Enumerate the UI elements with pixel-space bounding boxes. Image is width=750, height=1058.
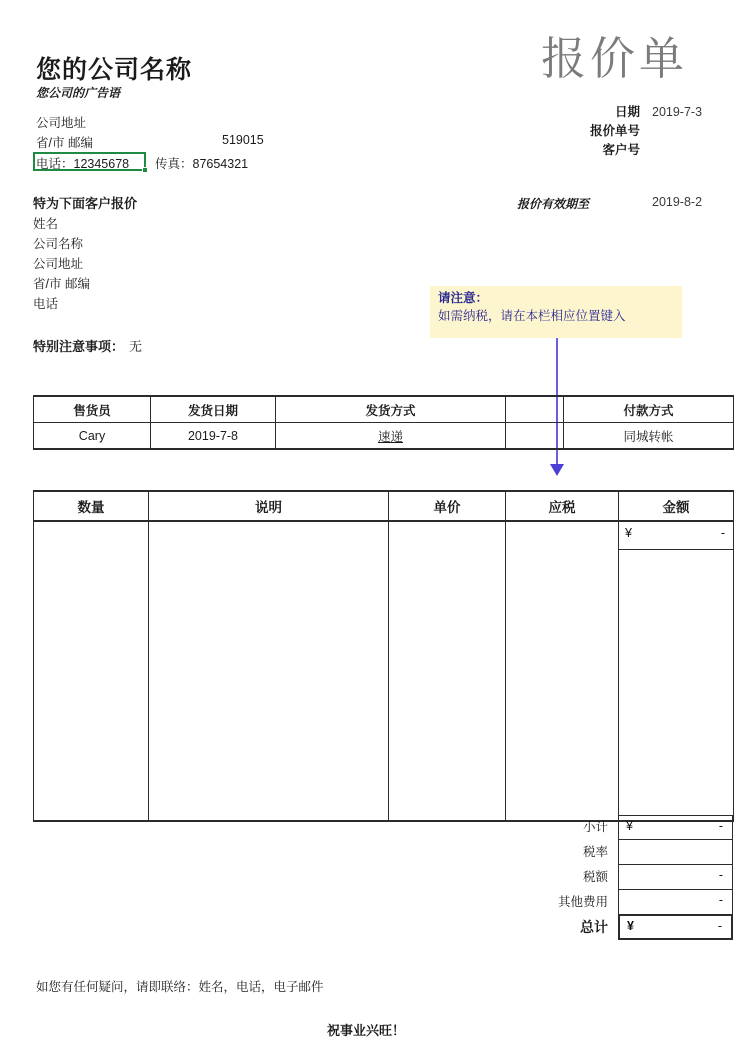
page-title: 报价单 bbox=[540, 33, 688, 84]
callout-arrow-head-icon bbox=[550, 464, 564, 476]
header-spacer bbox=[506, 396, 564, 423]
totals-label-tax-rate: 税率 bbox=[582, 845, 608, 859]
validity-value[interactable]: 2019-8-2 bbox=[652, 195, 703, 209]
totals-row-grand-total bbox=[490, 915, 733, 940]
header-taxable: 应税 bbox=[506, 491, 619, 521]
bill-to-address[interactable]: 公司地址 bbox=[33, 257, 84, 271]
totals-row-other-fees bbox=[490, 890, 733, 915]
header-description: 说明 bbox=[149, 491, 389, 521]
cell-fill-handle[interactable] bbox=[142, 167, 148, 173]
totals-section bbox=[490, 815, 733, 940]
meta-labels bbox=[590, 103, 640, 160]
tax-callout-title: 请注意： bbox=[438, 291, 489, 305]
totals-row-tax-rate bbox=[490, 840, 733, 865]
totals-value-other-fees[interactable] bbox=[618, 890, 733, 915]
line-items-table bbox=[33, 490, 734, 822]
validity-label: 报价有效期至 bbox=[517, 197, 590, 211]
cell-salesperson[interactable]: Cary bbox=[34, 423, 151, 450]
amount-row-divider bbox=[619, 549, 733, 550]
amount-currency: ¥ bbox=[625, 526, 632, 540]
header-unit-price: 单价 bbox=[389, 491, 506, 521]
totals-row-tax-amount bbox=[490, 865, 733, 890]
tax-amount-amount: - bbox=[718, 868, 723, 882]
subtotal-currency: ¥ bbox=[626, 819, 633, 833]
cell-spacer[interactable] bbox=[506, 423, 564, 450]
header-ship-method: 发货方式 bbox=[276, 396, 506, 423]
header-payment-method: 付款方式 bbox=[564, 396, 734, 423]
subtotal-amount: - bbox=[718, 819, 723, 833]
tax-callout bbox=[430, 286, 682, 338]
table-header-row bbox=[34, 491, 734, 521]
cell-description[interactable] bbox=[149, 521, 389, 821]
company-phone[interactable]: 电话：12345678 bbox=[36, 157, 130, 171]
bill-to-name[interactable]: 姓名 bbox=[33, 217, 59, 231]
totals-value-tax-amount[interactable] bbox=[618, 865, 733, 890]
bill-to-company[interactable]: 公司名称 bbox=[33, 237, 84, 251]
company-address: 公司地址 bbox=[36, 116, 87, 130]
cell-taxable[interactable] bbox=[506, 521, 619, 821]
header-ship-date: 发货日期 bbox=[151, 396, 276, 423]
totals-label-tax-amount: 税额 bbox=[582, 870, 608, 884]
totals-value-grand-total[interactable] bbox=[618, 915, 733, 940]
company-region-line: 省/市 邮编 bbox=[36, 136, 93, 150]
meta-label-customer-no: 客户号 bbox=[602, 143, 640, 157]
cell-unit-price[interactable] bbox=[389, 521, 506, 821]
totals-label-other-fees: 其他费用 bbox=[557, 895, 608, 909]
grand-total-currency: ¥ bbox=[627, 919, 634, 933]
footer-closing: 祝事业兴旺！ bbox=[327, 1023, 406, 1038]
bill-to-phone[interactable]: 电话 bbox=[33, 297, 59, 311]
special-note-value[interactable]: 无 bbox=[129, 339, 143, 354]
shipping-info-table bbox=[33, 395, 734, 450]
company-name: 您的公司名称 bbox=[36, 56, 193, 84]
header-quantity: 数量 bbox=[34, 491, 149, 521]
company-postcode: 519015 bbox=[222, 133, 264, 147]
company-fax: 传真：87654321 bbox=[155, 157, 249, 171]
header-salesperson: 售货员 bbox=[34, 396, 151, 423]
totals-value-tax-rate[interactable] bbox=[618, 840, 733, 865]
table-header-row bbox=[34, 396, 734, 423]
bill-to-region[interactable]: 省/市 邮编 bbox=[33, 277, 90, 291]
cell-ship-method[interactable] bbox=[276, 423, 506, 450]
table-row bbox=[34, 423, 734, 450]
amount-first-row bbox=[619, 522, 733, 820]
footer-contact: 如您有任何疑问，请即联络：姓名，电话，电子邮件 bbox=[36, 980, 324, 994]
special-note-label: 特别注意事项： bbox=[33, 339, 125, 354]
other-fees-amount: - bbox=[718, 893, 723, 907]
tax-callout-body: 如需纳税，请在本栏相应位置键入 bbox=[438, 309, 626, 323]
cell-payment-method[interactable]: 同城转帐 bbox=[564, 423, 734, 450]
totals-row-subtotal bbox=[490, 815, 733, 840]
grand-total-amount: - bbox=[717, 919, 722, 933]
cell-ship-date[interactable]: 2019-7-8 bbox=[151, 423, 276, 450]
header-amount: 金额 bbox=[619, 491, 734, 521]
ship-method-value[interactable]: 速递 bbox=[377, 429, 403, 444]
meta-value-date[interactable]: 2019-7-3 bbox=[652, 105, 703, 119]
company-slogan: 您公司的广告语 bbox=[36, 86, 121, 100]
table-row bbox=[34, 521, 734, 821]
special-note bbox=[33, 336, 142, 355]
totals-label-subtotal: 小计 bbox=[582, 820, 608, 834]
totals-value-subtotal[interactable] bbox=[618, 815, 733, 840]
cell-quantity[interactable] bbox=[34, 521, 149, 821]
bill-to-title: 特为下面客户报价 bbox=[33, 196, 138, 211]
totals-label-grand-total: 总计 bbox=[580, 919, 608, 935]
amount-value: - bbox=[720, 526, 725, 540]
cell-amount[interactable] bbox=[619, 521, 734, 821]
meta-values bbox=[652, 103, 702, 122]
meta-label-quote-no: 报价单号 bbox=[589, 124, 640, 138]
meta-label-date: 日期 bbox=[614, 105, 640, 119]
